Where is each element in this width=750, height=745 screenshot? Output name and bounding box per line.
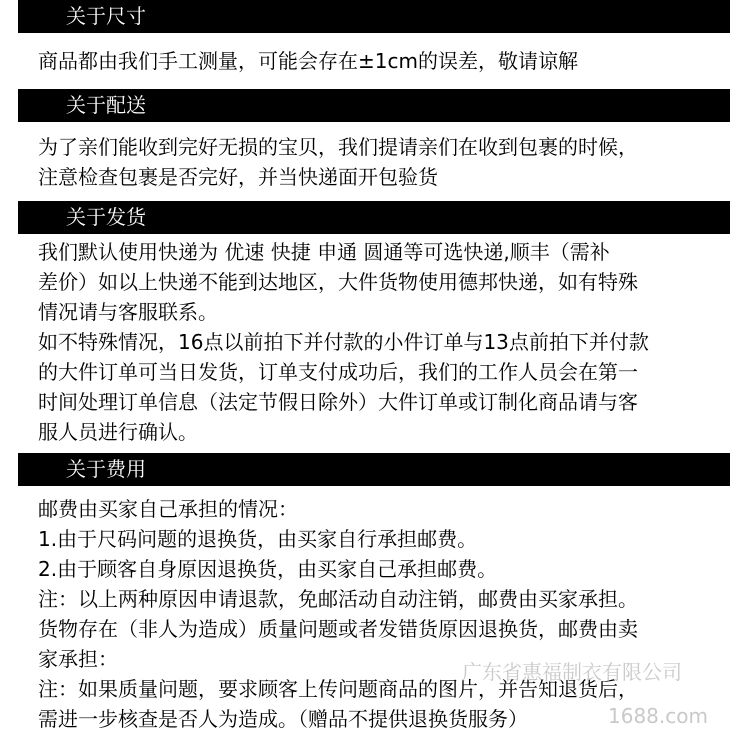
text-line: 的大件订单可当日发货，订单支付成功后，我们的工作人员会在第一 — [38, 360, 638, 384]
watermark-company: 广东省惠福制衣有限公司 — [462, 660, 682, 684]
text-line: 服人员进行确认。 — [38, 420, 198, 444]
text-line: 时间处理订单信息（法定节假日除外）大件订单或订制化商品请与客 — [38, 390, 638, 414]
section-body-size — [38, 46, 738, 76]
section-body-shipping — [38, 237, 738, 447]
text-line: 我们默认使用快递为 优速 快捷 申通 圆通等可选快递,顺丰（需补 — [38, 240, 610, 264]
text-line: 注：以上两种原因申请退款，免邮活动自动注销，邮费由买家承担。 — [38, 587, 638, 611]
text-line: 货物存在（非人为造成）质量问题或者发错货原因退换货，邮费由卖 — [38, 617, 638, 641]
text-line: 注：如果质量问题，要求顾客上传问题商品的图片，并告知退货后， — [38, 677, 638, 701]
section-title: 关于发货 — [66, 205, 146, 229]
section-body-delivery — [38, 132, 738, 192]
section-title: 关于费用 — [66, 457, 146, 481]
section-header-delivery — [18, 89, 730, 122]
text-line: 如不特殊情况，16点以前拍下并付款的小件订单与13点前拍下并付款 — [38, 330, 649, 354]
text-line: 情况请与客服联系。 — [38, 300, 218, 324]
section-header-shipping — [18, 201, 730, 234]
text-line: 差价）如以上快递不能到达地区，大件货物使用德邦快递，如有特殊 — [38, 270, 638, 294]
section-header-size — [18, 0, 730, 33]
text-line: 商品都由我们手工测量，可能会存在±1cm的误差，敬请谅解 — [38, 49, 578, 73]
section-title: 关于配送 — [66, 93, 146, 117]
text-line: 邮费由买家自己承担的情况： — [38, 497, 298, 521]
text-line: 家承担： — [38, 647, 118, 671]
text-line: 1.由于尺码问题的退换货，由买家自行承担邮费。 — [38, 527, 478, 551]
text-line: 2.由于顾客自身原因退换货，由买家自己承担邮费。 — [38, 557, 498, 581]
text-line: 为了亲们能收到完好无损的宝贝，我们提请亲们在收到包裹的时候， — [38, 135, 638, 159]
section-body-fees — [38, 494, 738, 734]
text-line: 注意检查包裹是否完好，并当快递面开包验货 — [38, 165, 438, 189]
text-line: 需进一步核查是否人为造成。（赠品不提供退换货服务） — [38, 707, 528, 731]
watermark-site: 1688.com — [608, 704, 708, 728]
section-header-fees — [18, 453, 730, 486]
section-title: 关于尺寸 — [66, 4, 146, 28]
